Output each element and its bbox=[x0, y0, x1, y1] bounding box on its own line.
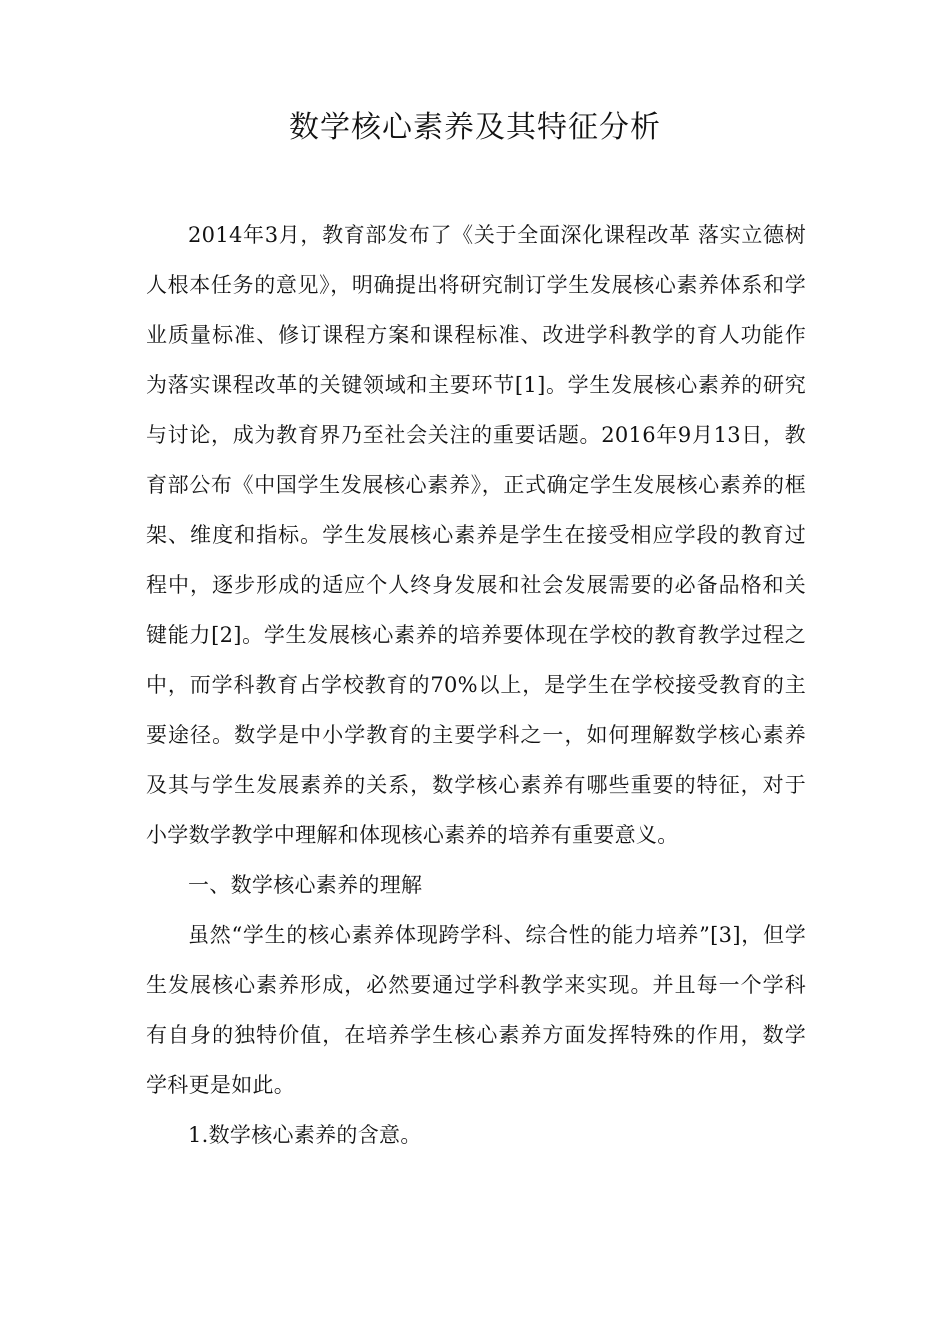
paragraph-section-one: 虽然“学生的核心素养体现跨学科、综合性的能力培养”[3]，但学生发展核心素养形成，必然要通过学科教学来实现。并且每一个学科有自身的独特价值，在培养学生核心素养方面发挥特殊的作用，数学学科更是如此。 bbox=[146, 923, 806, 1097]
document-body bbox=[146, 210, 806, 1160]
subsection-heading: 1.数学核心素养的含意。 bbox=[188, 1123, 422, 1147]
document-title: 数学核心素养及其特征分析 bbox=[289, 110, 661, 145]
paragraph-intro: 2014年3月，教育部发布了《关于全面深化课程改革 落实立德树人根本任务的意见》，明确提出将研究制订学生发展核心素养体系和学业质量标准、修订课程方案和课程标准、改进学科教学的育人功能作为落实课程改革的关键领域和主要环节[1]。学生发展核心素养的研究与讨论，成为教育界乃至社会关注的重要话题。2016年9月13日，教育部公布《中国学生发展核心素养》，正式确定学生发展核心素养的框架、维度和指标。学生发展核心素养是学生在接受相应学段的教育过程中，逐步形成的适应个人终身发展和社会发展需要的必备品格和关键能力[2]。学生发展核心素养的培养要体现在学校的教育教学过程之中，而学科教育占学校教育的70%以上，是学生在学校接受教育的主要途径。数学是中小学教育的主要学科之一，如何理解数学核心素养及其与学生发展素养的关系，数学核心素养有哪些重要的特征，对于小学数学教学中理解和体现核心素养的培养有重要意义。 bbox=[146, 223, 806, 847]
section-heading: 一、数学核心素养的理解 bbox=[188, 873, 423, 897]
